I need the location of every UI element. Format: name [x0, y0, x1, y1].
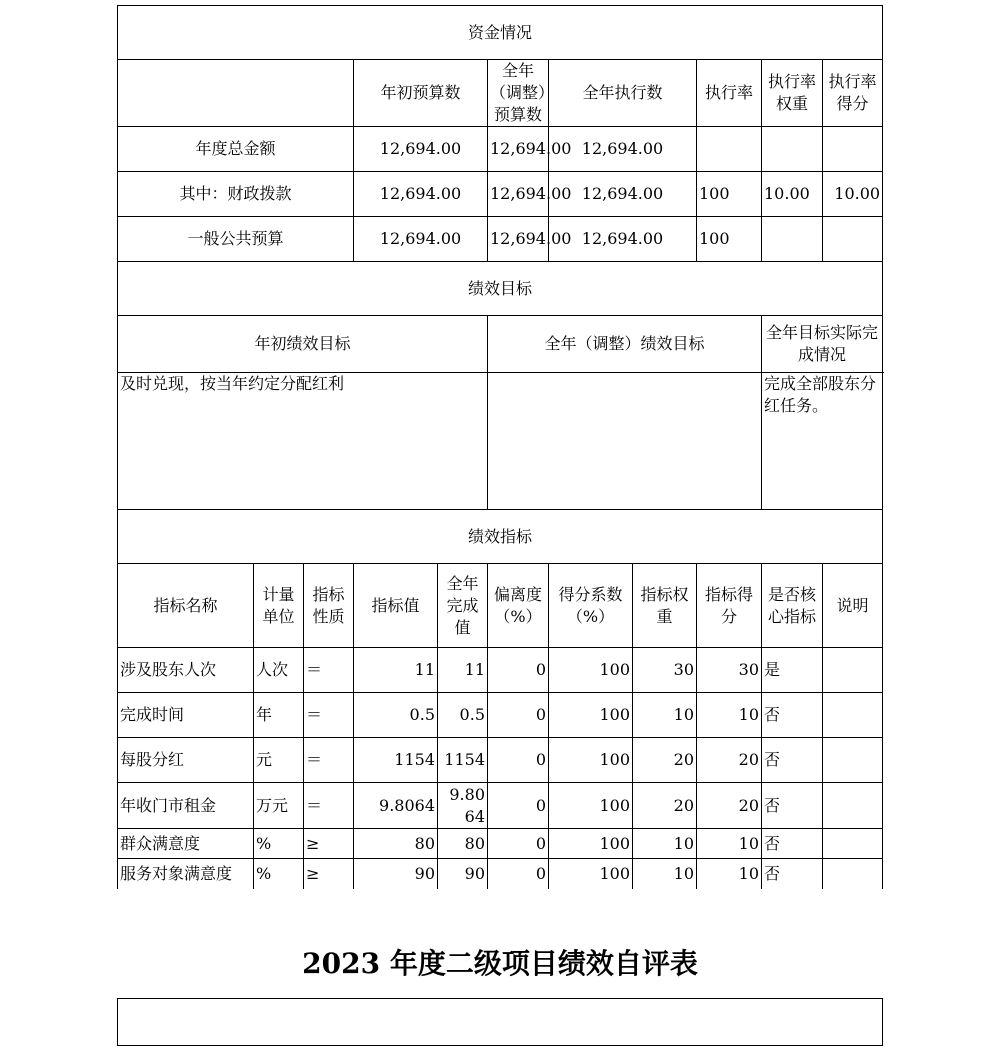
indicator-actual: 0.5 [438, 693, 488, 738]
indicator-target: 9.8064 [354, 783, 438, 829]
goals-header-row [118, 316, 883, 373]
funds-row-adjusted: 12,694.00 [488, 217, 549, 262]
next-page-title: 2023 年度二级项目绩效自评表 [302, 947, 698, 980]
indicator-deviation: 0 [488, 648, 549, 693]
funds-header-weight: 执行率权重 [762, 60, 823, 127]
section-goals-title: 绩效目标 [118, 262, 883, 316]
funds-row-score [823, 127, 883, 172]
indicator-nature: ≥ [304, 829, 354, 859]
indicator-unit: 元 [254, 738, 304, 783]
funds-row-score [823, 217, 883, 262]
indicator-nature: ≥ [304, 859, 354, 889]
indicator-row [118, 829, 883, 859]
indicator-row [118, 648, 883, 693]
section-indicators-row [118, 510, 883, 564]
indicator-row [118, 859, 883, 889]
indicator-core: 否 [762, 738, 823, 783]
funds-row-name: 其中：财政拨款 [118, 172, 354, 217]
indicator-target: 90 [354, 859, 438, 889]
indicator-nature: ＝ [304, 783, 354, 829]
next-page-table-box [117, 998, 883, 1046]
section-indicators-title: 绩效指标 [118, 510, 883, 564]
goals-header-initial: 年初绩效目标 [118, 316, 488, 373]
funds-row-score: 10.00 [823, 172, 883, 217]
goals-adjusted-text [488, 373, 762, 510]
indicator-actual: 1154 [438, 738, 488, 783]
funds-row-initial: 12,694.00 [354, 172, 488, 217]
indicator-coef: 100 [549, 648, 633, 693]
funds-row-executed: 12,694.00 [549, 172, 697, 217]
indicator-actual: 9.8064 [438, 783, 488, 829]
indicator-score: 30 [697, 648, 762, 693]
indicator-score: 20 [697, 783, 762, 829]
funds-row [118, 172, 883, 217]
indicator-header-note: 说明 [823, 564, 883, 648]
funds-header-executed: 全年执行数 [549, 60, 697, 127]
indicator-note [823, 693, 883, 738]
indicator-note [823, 738, 883, 783]
indicator-score: 10 [697, 829, 762, 859]
indicator-weight: 10 [633, 829, 697, 859]
indicator-deviation: 0 [488, 738, 549, 783]
funds-row-rate: 100 [697, 172, 762, 217]
indicator-weight: 20 [633, 738, 697, 783]
indicator-row [118, 693, 883, 738]
funds-header-initial: 年初预算数 [354, 60, 488, 127]
indicator-name: 年收门市租金 [118, 783, 254, 829]
indicator-note [823, 859, 883, 889]
indicator-header-coef: 得分系数（%） [549, 564, 633, 648]
indicator-unit: 人次 [254, 648, 304, 693]
indicator-nature: ＝ [304, 648, 354, 693]
indicator-target: 1154 [354, 738, 438, 783]
funds-row-rate [697, 127, 762, 172]
indicator-coef: 100 [549, 693, 633, 738]
indicator-name: 完成时间 [118, 693, 254, 738]
goals-header-actual: 全年目标实际完成情况 [762, 316, 883, 373]
funds-header-score: 执行率得分 [823, 60, 883, 127]
indicator-core: 否 [762, 693, 823, 738]
goals-initial-text: 及时兑现，按当年约定分配红利 [118, 373, 488, 510]
indicator-target: 11 [354, 648, 438, 693]
indicator-note [823, 783, 883, 829]
indicator-unit: % [254, 859, 304, 889]
funds-row [118, 127, 883, 172]
indicator-weight: 10 [633, 693, 697, 738]
indicator-core: 否 [762, 829, 823, 859]
performance-table [117, 5, 883, 889]
indicator-header-actual: 全年完成值 [438, 564, 488, 648]
goals-content-row [118, 373, 883, 510]
indicator-header-core: 是否核心指标 [762, 564, 823, 648]
funds-row-executed: 12,694.00 [549, 217, 697, 262]
indicator-core: 否 [762, 783, 823, 829]
indicator-unit: 万元 [254, 783, 304, 829]
indicator-coef: 100 [549, 783, 633, 829]
indicator-note [823, 829, 883, 859]
indicator-unit: 年 [254, 693, 304, 738]
indicator-coef: 100 [549, 829, 633, 859]
indicator-weight: 30 [633, 648, 697, 693]
indicator-name: 群众满意度 [118, 829, 254, 859]
indicator-actual: 90 [438, 859, 488, 889]
indicator-deviation: 0 [488, 829, 549, 859]
goals-header-adjusted: 全年（调整）绩效目标 [488, 316, 762, 373]
indicator-target: 80 [354, 829, 438, 859]
indicator-coef: 100 [549, 738, 633, 783]
indicator-weight: 10 [633, 859, 697, 889]
indicator-header-unit: 计量单位 [254, 564, 304, 648]
indicator-nature: ＝ [304, 738, 354, 783]
indicator-coef: 100 [549, 859, 633, 889]
indicator-nature: ＝ [304, 693, 354, 738]
section-goals-row [118, 262, 883, 316]
funds-header-row [118, 60, 883, 127]
funds-row-name: 年度总金额 [118, 127, 354, 172]
funds-row-weight [762, 127, 823, 172]
section-funds-row [118, 6, 883, 60]
indicator-header-nature: 指标性质 [304, 564, 354, 648]
funds-header-adjusted: 全年（调整）预算数 [488, 60, 549, 127]
funds-row-weight [762, 217, 823, 262]
funds-row-weight: 10.00 [762, 172, 823, 217]
indicator-name: 服务对象满意度 [118, 859, 254, 889]
indicator-core: 否 [762, 859, 823, 889]
indicator-header-weight: 指标权重 [633, 564, 697, 648]
funds-row-executed: 12,694.00 [549, 127, 697, 172]
indicator-deviation: 0 [488, 783, 549, 829]
indicator-actual: 80 [438, 829, 488, 859]
indicator-row [118, 738, 883, 783]
indicator-header-deviation: 偏离度（%） [488, 564, 549, 648]
goals-actual-text: 完成全部股东分红任务。 [762, 373, 883, 510]
indicator-target: 0.5 [354, 693, 438, 738]
indicator-header-score: 指标得分 [697, 564, 762, 648]
funds-row-name: 一般公共预算 [118, 217, 354, 262]
funds-row-initial: 12,694.00 [354, 127, 488, 172]
indicator-weight: 20 [633, 783, 697, 829]
indicator-name: 涉及股东人次 [118, 648, 254, 693]
funds-header-blank [118, 60, 354, 127]
funds-row-initial: 12,694.00 [354, 217, 488, 262]
funds-header-rate: 执行率 [697, 60, 762, 127]
indicator-core: 是 [762, 648, 823, 693]
indicator-header-row [118, 564, 883, 648]
indicator-name: 每股分红 [118, 738, 254, 783]
funds-row-rate: 100 [697, 217, 762, 262]
indicator-header-name: 指标名称 [118, 564, 254, 648]
funds-row-adjusted: 12,694.00 [488, 172, 549, 217]
indicator-score: 20 [697, 738, 762, 783]
indicator-unit: % [254, 829, 304, 859]
indicator-row [118, 783, 883, 829]
indicator-actual: 11 [438, 648, 488, 693]
section-funds-title: 资金情况 [118, 6, 883, 60]
indicator-deviation: 0 [488, 693, 549, 738]
indicator-header-target: 指标值 [354, 564, 438, 648]
funds-row-adjusted: 12,694.00 [488, 127, 549, 172]
indicator-deviation: 0 [488, 859, 549, 889]
indicator-score: 10 [697, 859, 762, 889]
indicator-score: 10 [697, 693, 762, 738]
indicator-note [823, 648, 883, 693]
funds-row [118, 217, 883, 262]
